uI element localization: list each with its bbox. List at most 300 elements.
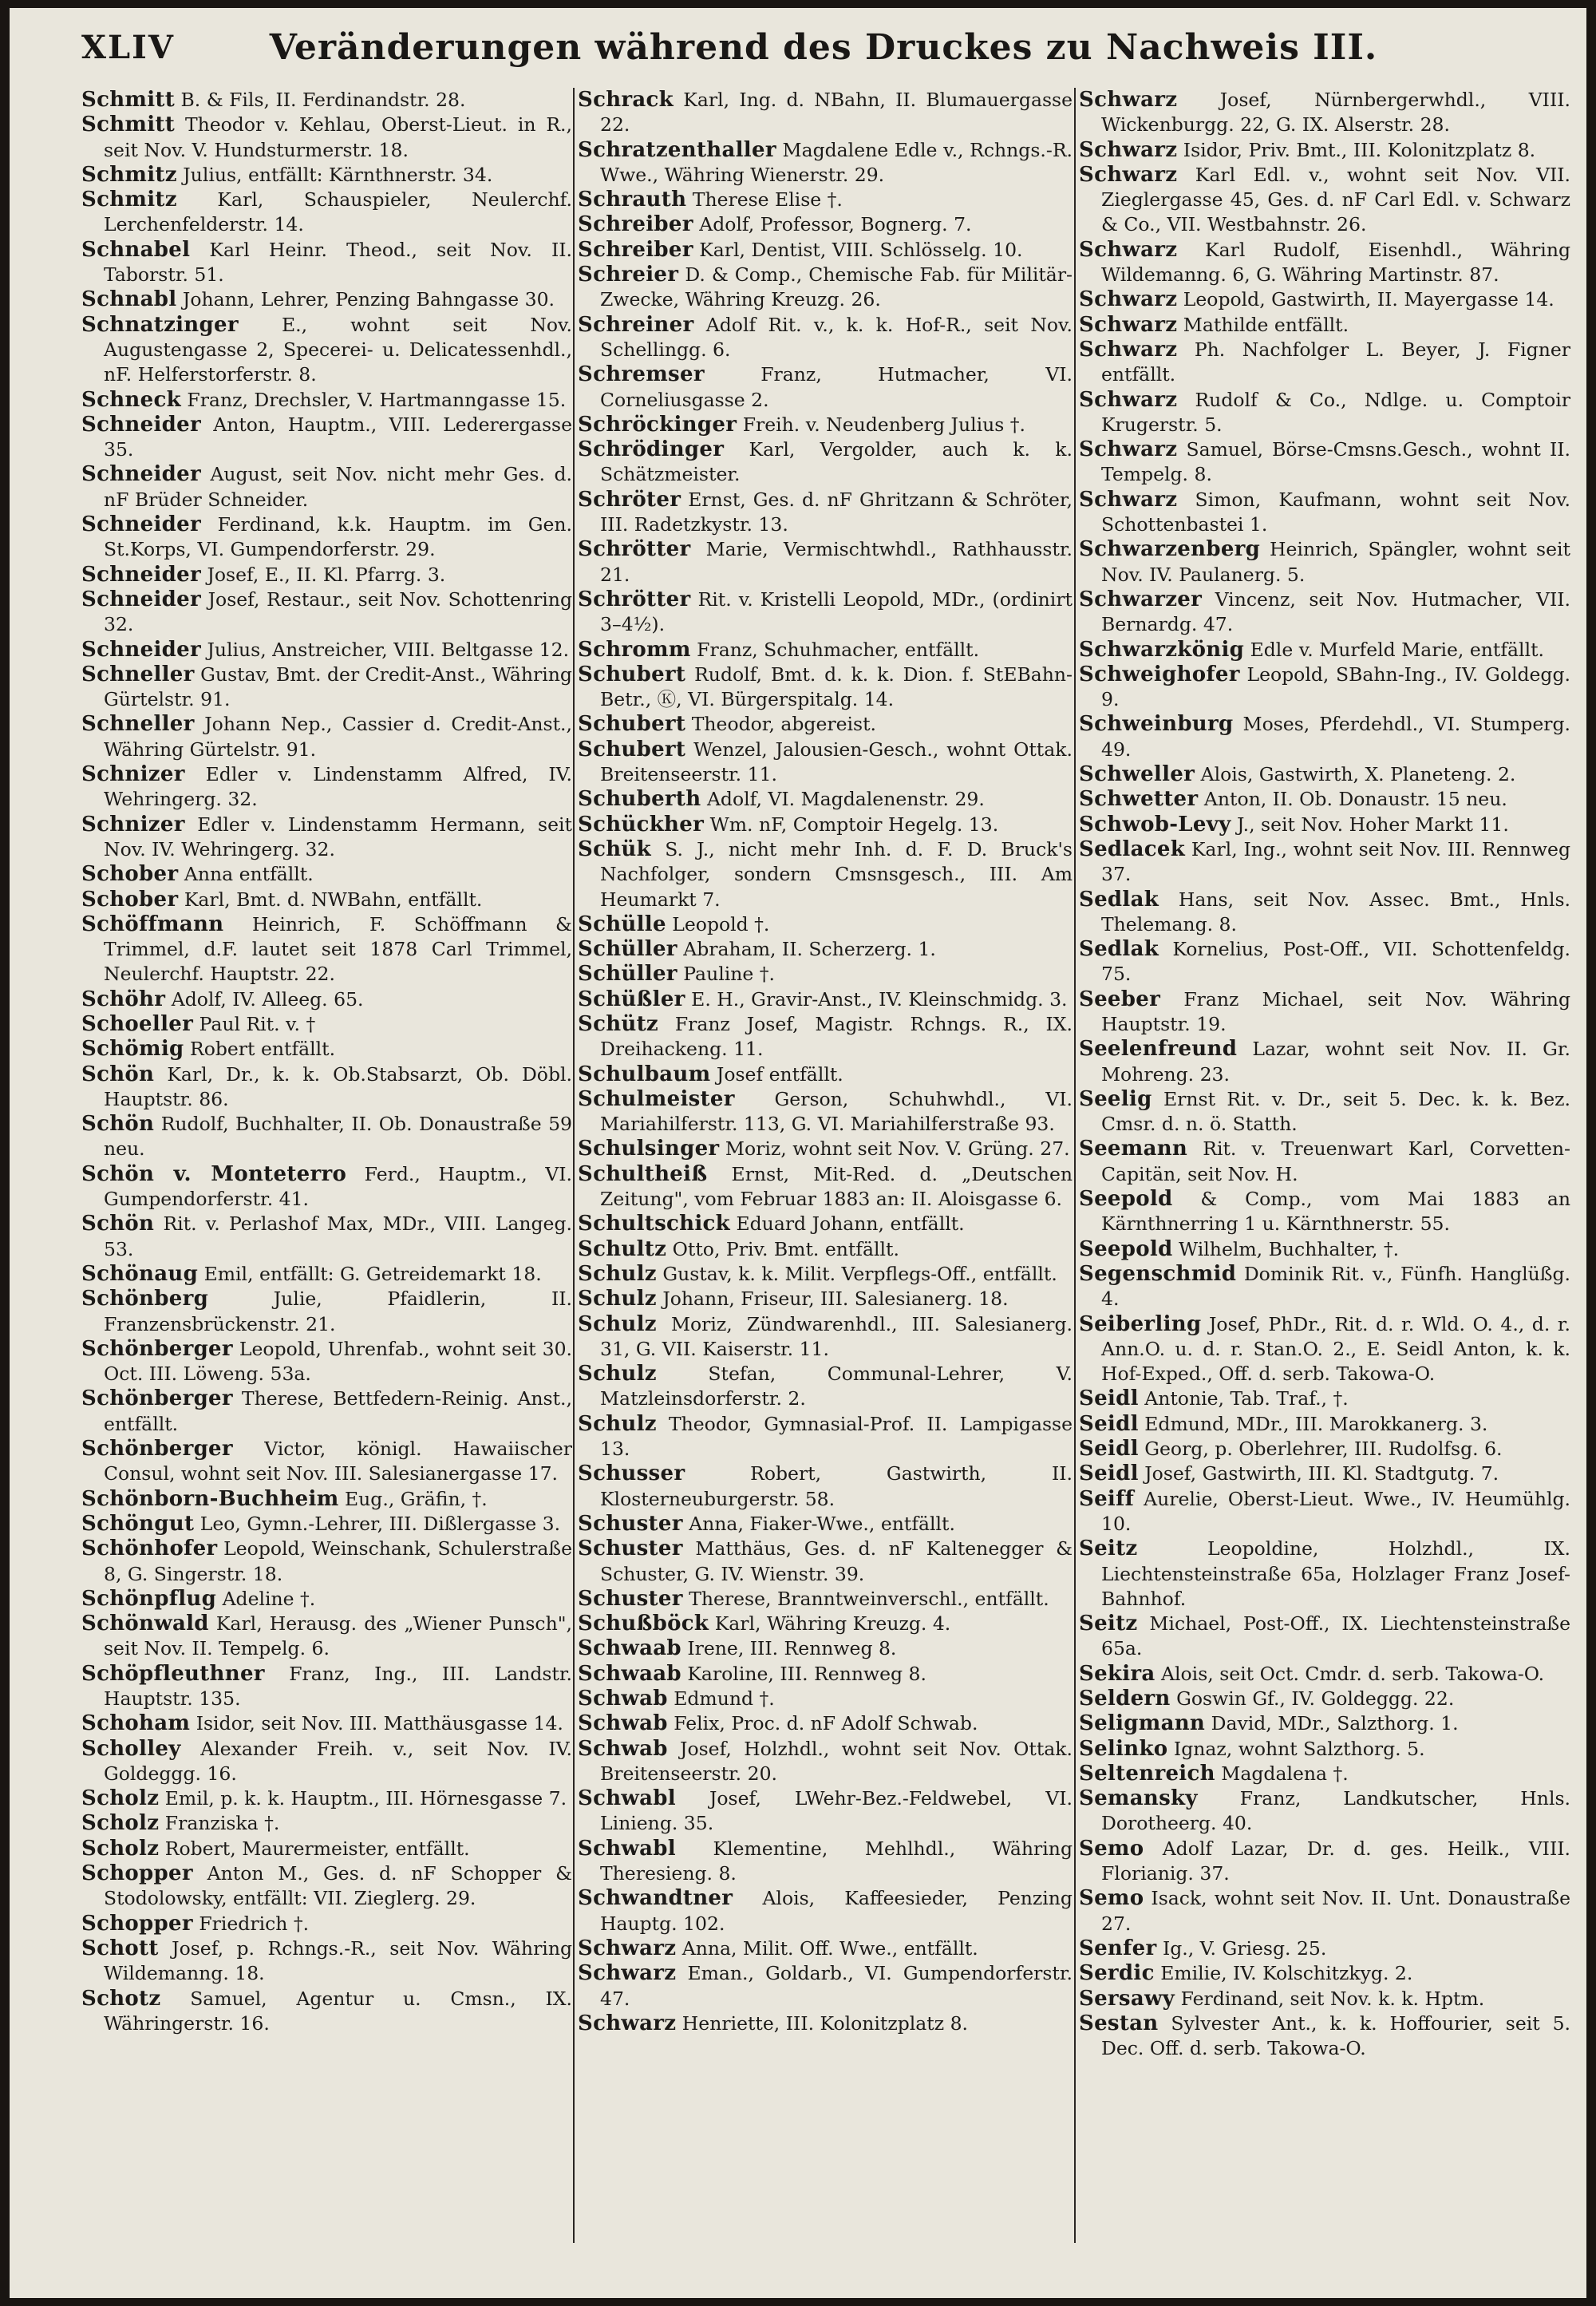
- entry-surname: Seidl: [1079, 1437, 1139, 1462]
- entry-surname: Schoeller: [81, 1011, 194, 1036]
- directory-entry: [578, 488, 1073, 538]
- directory-entry: [578, 1936, 1073, 1961]
- directory-entry: [578, 638, 1073, 663]
- entry-details: Adolf Lazar, Dr. d. ges. Heilk., VIII. Florianig. 37.: [1101, 1837, 1570, 1885]
- entry-details: Lazar, wohnt seit Nov. II. Gr. Mohreng. 23.: [1101, 1038, 1570, 1086]
- directory-entry: [81, 1912, 572, 1936]
- entry-surname: Schwaab: [578, 1661, 681, 1686]
- directory-entry: [81, 1012, 572, 1037]
- directory-entry: [1079, 388, 1570, 438]
- directory-entry: [1079, 1262, 1570, 1312]
- entry-surname: Semo: [1079, 1836, 1144, 1861]
- entry-details: D. & Comp., Chemische Fab. für Militär-Zwecke, Währing Kreuzg. 26.: [600, 263, 1073, 311]
- entry-details: Josef, Restaur., seit Nov. Schottenring 32.: [104, 587, 572, 636]
- entry-details: S. J., nicht mehr Inh. d. F. D. Bruck's Nachfolger, sondern Cmsnsgesch., III. Am Heumarkt 7.: [600, 837, 1073, 911]
- directory-entry: [578, 212, 1073, 237]
- directory-entry: [578, 1287, 1073, 1311]
- entry-details: Rit. v. Kristelli Leopold, MDr., (ordinirt 3–4½).: [600, 587, 1073, 636]
- entry-surname: Schneck: [81, 387, 181, 412]
- directory-entry: [81, 287, 572, 312]
- directory-entry: [578, 1462, 1073, 1512]
- directory-entry: [578, 1837, 1073, 1887]
- entry-details: Emilie, IV. Kolschitzkyg. 2.: [1160, 1962, 1413, 1985]
- directory-entry: [81, 888, 572, 912]
- entry-details: Josef, Holzhdl., wohnt seit Nov. Ottak. Breitenseerstr. 20.: [600, 1737, 1073, 1785]
- entry-details: Julius, Anstreicher, VIII. Beltgasse 12.: [207, 638, 570, 661]
- entry-surname: Schönberg: [81, 1287, 209, 1311]
- entry-details: Therese, Bettfedern-Reinig. Anst., entfällt.: [104, 1387, 572, 1435]
- directory-entry: [1079, 138, 1570, 163]
- entry-details: Sylvester Ant., k. k. Hoffourier, seit 5. Dec. Off. d. serb. Takowa-O.: [1101, 2011, 1570, 2060]
- entry-surname: Schüßler: [578, 987, 685, 1011]
- directory-entry: [1079, 437, 1570, 488]
- entry-surname: Schrötter: [578, 587, 691, 611]
- entry-details: Franz Michael, seit Nov. Währing Hauptstr. 19.: [1101, 987, 1570, 1035]
- directory-entry: [1079, 762, 1570, 787]
- entry-details: Ernst, Mit-Red. d. „Deutschen Zeitung", vom Februar 1883 an: II. Aloisgasse 6.: [600, 1162, 1073, 1211]
- directory-entry: [578, 1737, 1073, 1787]
- entry-surname: Schön: [81, 1062, 155, 1086]
- directory-entry: [1079, 1612, 1570, 1662]
- entry-details: Abraham, II. Scherzerg. 1.: [683, 938, 936, 961]
- entry-details: Josef, E., II. Kl. Pfarrg. 3.: [207, 563, 446, 586]
- entry-surname: Schük: [578, 837, 651, 861]
- entry-surname: Schulz: [578, 1362, 657, 1386]
- directory-entry: [1079, 587, 1570, 638]
- entry-details: Anton, II. Ob. Donaustr. 15 neu.: [1203, 788, 1507, 811]
- entry-surname: Schubert: [578, 737, 686, 761]
- entry-details: Julie, Pfaidlerin, II. Franzensbrückenstr. 21.: [104, 1287, 572, 1335]
- directory-entry: [1079, 1786, 1570, 1837]
- entry-surname: Sekira: [1079, 1661, 1156, 1686]
- directory-entry: [578, 1087, 1073, 1137]
- directory-entry: [1079, 88, 1570, 138]
- entry-surname: Schneider: [81, 562, 201, 587]
- entry-surname: Semo: [1079, 1886, 1144, 1911]
- entry-details: Leopoldine, Holzhdl., IX. Liechtensteinstraße 65a, Holzlager Franz Josef-Bahnhof.: [1101, 1537, 1570, 1610]
- directory-entry: [81, 313, 572, 388]
- directory-entry: [578, 263, 1073, 313]
- directory-entry: [1079, 313, 1570, 338]
- directory-entry: [81, 1437, 572, 1487]
- entry-surname: Schwarz: [1079, 387, 1178, 412]
- entry-details: Moses, Pferdehdl., VI. Stumperg. 49.: [1101, 713, 1570, 761]
- page-title: Veränderungen während des Druckes zu Nachweis III.: [269, 27, 1378, 68]
- entry-details: Friedrich †.: [199, 1912, 310, 1935]
- entry-surname: Schrödinger: [578, 437, 725, 462]
- directory-entry: [1079, 1437, 1570, 1462]
- entry-surname: Schulmeister: [578, 1086, 735, 1111]
- entry-surname: Schückher: [578, 812, 705, 837]
- directory-entry: [81, 1987, 572, 2037]
- directory-entry: [1079, 638, 1570, 663]
- directory-entry: [578, 1786, 1073, 1837]
- entry-surname: Schott: [81, 1936, 159, 1960]
- entry-surname: Schulbaum: [578, 1062, 711, 1086]
- directory-entry: [81, 1512, 572, 1537]
- entry-details: Franziska †.: [164, 1812, 280, 1835]
- entry-surname: Schwaab: [578, 1636, 681, 1661]
- entry-details: Moriz, Zündwarenhdl., III. Salesianerg. 31, G. VII. Kaiserstr. 11.: [600, 1312, 1073, 1360]
- directory-entry: [578, 787, 1073, 812]
- entry-surname: Schremser: [578, 362, 705, 387]
- entry-details: Klementine, Mehlhdl., Währing Theresieng. 8.: [600, 1837, 1073, 1885]
- directory-entry: [81, 413, 572, 463]
- entry-surname: Seidl: [1079, 1386, 1139, 1411]
- entry-surname: Schönberger: [81, 1437, 233, 1462]
- directory-entry: [1079, 238, 1570, 288]
- entry-surname: Schwarz: [1079, 312, 1178, 337]
- entry-surname: Schwarz: [578, 2011, 677, 2035]
- column-1: [81, 88, 572, 2275]
- entry-details: Alexander Freih. v., seit Nov. IV. Goldeggg. 16.: [104, 1737, 572, 1785]
- entry-surname: Schneider: [81, 587, 201, 611]
- entry-details: Heinrich, F. Schöffmann & Trimmel, d.F. lautet seit 1878 Carl Trimmel, Neulerchf. Hauptstr. 22.: [104, 912, 572, 986]
- directory-entry: [578, 837, 1073, 912]
- entry-details: Edmund †.: [674, 1687, 775, 1710]
- entry-details: Franz, Drechsler, V. Hartmanngasse 15.: [187, 388, 567, 411]
- directory-entry: [81, 1386, 572, 1437]
- directory-entry: [578, 1512, 1073, 1537]
- directory-entry: [578, 912, 1073, 937]
- entry-surname: Schwarz: [1079, 237, 1178, 262]
- directory-entry: [81, 987, 572, 1012]
- directory-entry: [578, 1636, 1073, 1661]
- directory-entry: [578, 1012, 1073, 1062]
- directory-entry: [1079, 1412, 1570, 1437]
- entry-surname: Schultheiß: [578, 1161, 708, 1186]
- entry-details: Anton, Hauptm., VIII. Lederergasse 35.: [104, 413, 572, 461]
- entry-surname: Schülle: [578, 912, 666, 936]
- entry-surname: Semansky: [1079, 1786, 1198, 1811]
- entry-details: Leopold, Weinschank, Schulerstraße 8, G. Singerstr. 18.: [104, 1537, 572, 1585]
- entry-details: Rit. v. Perlashof Max, MDr., VIII. Langeg. 53.: [104, 1212, 572, 1260]
- entry-surname: Segenschmid: [1079, 1261, 1237, 1286]
- entry-details: & Comp., vom Mai 1883 an Kärnthnerring 1 u. Kärnthnerstr. 55.: [1101, 1188, 1570, 1236]
- directory-entry: [1079, 1837, 1570, 1887]
- entry-details: Adolf, IV. Alleeg. 65.: [171, 987, 364, 1011]
- directory-entry: [81, 1037, 572, 1062]
- entry-surname: Sedlak: [1079, 937, 1159, 962]
- entry-details: Josef, PhDr., Rit. d. r. Wld. O. 4., d. r. Ann.O. u. d. r. Stan.O. 2., E. Seidl Anton, k. k. Hof-Exped., Off. d. serb. Takowa-O.: [1101, 1312, 1570, 1386]
- directory-entry: [578, 1612, 1073, 1636]
- directory-entry: [81, 1337, 572, 1387]
- directory-entry: [81, 1212, 572, 1262]
- entry-details: Adolf, VI. Magdalenenstr. 29.: [706, 788, 985, 811]
- entry-surname: Sedlacek: [1079, 837, 1186, 861]
- directory-entry: [578, 313, 1073, 363]
- entry-surname: Schubert: [578, 662, 686, 686]
- entry-surname: Serdic: [1079, 1961, 1155, 1986]
- entry-details: E. H., Gravir-Anst., IV. Kleinschmidg. 3.: [691, 987, 1068, 1011]
- directory-entry: [1079, 537, 1570, 587]
- entry-surname: Schröckinger: [578, 412, 737, 437]
- entry-surname: Schwab: [578, 1736, 668, 1761]
- directory-entry: [578, 1062, 1073, 1087]
- entry-details: Anna entfällt.: [184, 863, 314, 886]
- entry-surname: Seidl: [1079, 1411, 1139, 1436]
- entry-details: Johann Nep., Cassier d. Credit-Anst., Währing Gürtelstr. 91.: [104, 713, 572, 761]
- entry-surname: Seitz: [1079, 1612, 1138, 1636]
- directory-entry: [1079, 663, 1570, 713]
- entry-surname: Schömig: [81, 1037, 184, 1062]
- entry-details: Otto, Priv. Bmt. entfällt.: [672, 1237, 899, 1260]
- entry-surname: Schwetter: [1079, 787, 1199, 812]
- directory-entry: [81, 1737, 572, 1787]
- entry-surname: Schuster: [578, 1511, 683, 1536]
- directory-entry: [1079, 1462, 1570, 1486]
- entry-details: Therese Elise †.: [692, 188, 843, 212]
- entry-details: Gustav, Bmt. der Credit-Anst., Währing Gürtelstr. 91.: [104, 663, 572, 711]
- directory-entry: [1079, 2011, 1570, 2062]
- entry-details: Josef, Gastwirth, III. Kl. Stadtgutg. 7.: [1144, 1462, 1499, 1485]
- directory-entry: [578, 188, 1073, 212]
- entry-details: Wenzel, Jalousien-Gesch., wohnt Ottak. Breitenseerstr. 11.: [600, 738, 1073, 786]
- entry-details: Wm. nF, Comptoir Hegelg. 13.: [709, 813, 999, 836]
- entry-details: Ferdinand, seit Nov. k. k. Hptm.: [1180, 1987, 1485, 2010]
- directory-entry: [1079, 1137, 1570, 1187]
- directory-entry: [578, 1312, 1073, 1363]
- entry-surname: Schwandtner: [578, 1886, 733, 1911]
- entry-surname: Seldern: [1079, 1687, 1171, 1711]
- entry-details: Franz, Ing., III. Landstr. Hauptstr. 135.: [104, 1662, 572, 1710]
- directory-entry: [578, 712, 1073, 737]
- directory-entry: [1079, 1961, 1570, 1986]
- directory-entry: [1079, 163, 1570, 238]
- entry-details: Ferd., Hauptm., VI. Gumpendorferstr. 41.: [104, 1162, 572, 1211]
- entry-details: Ph. Nachfolger L. Beyer, J. Figner entfällt.: [1101, 338, 1570, 386]
- directory-entry: [1079, 1936, 1570, 1961]
- directory-entry: [1079, 488, 1570, 538]
- directory-entry: [578, 1886, 1073, 1936]
- entry-details: Josef, LWehr-Bez.-Feldwebel, VI. Linieng. 35.: [600, 1787, 1073, 1835]
- entry-surname: Schöffmann: [81, 912, 224, 936]
- directory-entry: [81, 188, 572, 238]
- entry-details: Karl Heinr. Theod., seit Nov. II. Taborstr. 51.: [104, 238, 572, 287]
- entry-details: Eman., Goldarb., VI. Gumpendorferstr. 47.: [600, 1962, 1073, 2010]
- entry-details: Edler v. Lindenstamm Alfred, IV. Wehringerg. 32.: [104, 763, 572, 811]
- entry-surname: Sestan: [1079, 2011, 1159, 2035]
- entry-details: David, MDr., Salzthorg. 1.: [1211, 1712, 1459, 1735]
- directory-entry: [81, 1162, 572, 1212]
- directory-entry: [1079, 287, 1570, 312]
- entry-surname: Schober: [81, 862, 179, 887]
- entry-details: Franz, Landkutscher, Hnls. Dorotheerg. 40.: [1101, 1787, 1570, 1835]
- directory-entry: [578, 238, 1073, 263]
- entry-details: Franz, Hutmacher, VI. Corneliusgasse 2.: [600, 363, 1073, 411]
- directory-entry: [81, 462, 572, 512]
- entry-details: Mathilde entfällt.: [1183, 313, 1349, 336]
- directory-entry: [578, 1162, 1073, 1212]
- directory-entry: [578, 987, 1073, 1012]
- entry-details: August, seit Nov. nicht mehr Ges. d. nF Brüder Schneider.: [104, 463, 572, 511]
- entry-surname: Schöngut: [81, 1511, 195, 1536]
- entry-surname: Schönaug: [81, 1261, 199, 1286]
- entry-surname: Schubert: [578, 712, 686, 737]
- entry-surname: Schnabl: [81, 287, 177, 312]
- entry-surname: Seepold: [1079, 1236, 1173, 1261]
- entry-details: Karl, Vergolder, auch k. k. Schätzmeister.: [600, 438, 1073, 486]
- entry-details: Karl Edl. v., wohnt seit Nov. VII. Zieglergasse 45, Ges. d. nF Carl Edl. v. Schwarz & Co., VII. Westbahnstr. 26.: [1101, 163, 1570, 236]
- entry-details: Alois, Kaffeesieder, Penzing Hauptg. 102.: [600, 1887, 1073, 1935]
- entry-details: Robert, Maurermeister, entfällt.: [164, 1837, 470, 1860]
- entry-details: Moriz, wohnt seit Nov. V. Grüng. 27.: [725, 1137, 1070, 1161]
- entry-details: Irene, III. Rennweg 8.: [687, 1637, 897, 1660]
- directory-entry: [578, 1212, 1073, 1236]
- entry-details: Therese, Branntweinverschl., entfällt.: [689, 1587, 1049, 1610]
- entry-surname: Schönhofer: [81, 1537, 218, 1561]
- entry-details: Heinrich, Spängler, wohnt seit Nov. IV. Paulanerg. 5.: [1101, 538, 1570, 586]
- entry-details: E., wohnt seit Nov. Augustengasse 2, Specerei- u. Delicatessenhdl., nF. Helferstorferstr. 8.: [104, 313, 572, 386]
- entry-details: Karl, Währing Kreuzg. 4.: [714, 1612, 951, 1636]
- entry-surname: Schüller: [578, 937, 678, 962]
- directory-entry: [1079, 1237, 1570, 1262]
- entry-surname: Scholz: [81, 1836, 160, 1861]
- entry-surname: Schoham: [81, 1711, 191, 1736]
- entry-surname: Schuster: [578, 1537, 683, 1561]
- entry-surname: Seepold: [1079, 1187, 1173, 1212]
- entry-details: Robert, Gastwirth, II. Klosterneuburgerstr. 58.: [600, 1462, 1073, 1510]
- directory-entry: [81, 1287, 572, 1337]
- entry-details: Stefan, Communal-Lehrer, V. Matzleinsdorferstr. 2.: [600, 1363, 1073, 1410]
- entry-details: Eug., Gräfin, †.: [345, 1487, 488, 1510]
- directory-entry: [578, 1412, 1073, 1462]
- entry-surname: Scholz: [81, 1811, 160, 1836]
- entry-details: Simon, Kaufmann, wohnt seit Nov. Schottenbastei 1.: [1101, 488, 1570, 536]
- entry-details: Theodor v. Kehlau, Oberst-Lieut. in R., seit Nov. V. Hundsturmerstr. 18.: [104, 113, 572, 161]
- entry-surname: Schwarz: [1079, 487, 1178, 512]
- directory-entry: [578, 1362, 1073, 1412]
- entry-details: Antonie, Tab. Traf., †.: [1144, 1387, 1349, 1410]
- entry-surname: Schmitz: [81, 188, 177, 212]
- entry-details: Emil, entfällt: G. Getreidemarkt 18.: [203, 1262, 542, 1285]
- entry-details: Karl, Ing., wohnt seit Nov. III. Rennweg 37.: [1101, 837, 1570, 886]
- entry-surname: Schöhr: [81, 987, 166, 1011]
- entry-surname: Scholz: [81, 1786, 160, 1811]
- entry-details: Theodor, Gymnasial-Prof. II. Lampigasse 13.: [600, 1412, 1073, 1461]
- entry-details: Ernst Rit. v. Dr., seit 5. Dec. k. k. Bez. Cmsr. d. n. ö. Statth.: [1101, 1087, 1570, 1136]
- entry-surname: Schnizer: [81, 762, 185, 787]
- directory-entry: [1079, 1737, 1570, 1762]
- entry-surname: Scholley: [81, 1736, 181, 1761]
- entry-surname: Seelig: [1079, 1086, 1152, 1111]
- entry-surname: Schneller: [81, 662, 195, 686]
- entry-surname: Seligmann: [1079, 1711, 1206, 1736]
- entry-surname: Schreiber: [578, 237, 693, 262]
- directory-entry: [578, 1262, 1073, 1287]
- entry-surname: Schmitt: [81, 113, 176, 137]
- entry-surname: Schuberth: [578, 787, 701, 812]
- entry-surname: Schulz: [578, 1311, 657, 1336]
- entry-surname: Schneller: [81, 712, 195, 737]
- entry-surname: Schrack: [578, 88, 674, 112]
- directory-entry: [1079, 1487, 1570, 1537]
- directory-entry: [1079, 1312, 1570, 1387]
- entry-surname: Schön: [81, 1212, 155, 1236]
- entry-details: Wilhelm, Buchhalter, †.: [1179, 1237, 1400, 1260]
- directory-entry: [81, 912, 572, 987]
- entry-details: Johann, Lehrer, Penzing Bahngasse 30.: [182, 288, 555, 311]
- entry-details: Rit. v. Treuenwart Karl, Corvetten-Capitän, seit Nov. H.: [1101, 1137, 1570, 1185]
- directory-entry: [81, 512, 572, 563]
- entry-surname: Schwabl: [578, 1786, 676, 1811]
- directory-entry: [81, 1112, 572, 1162]
- directory-entry: [578, 663, 1073, 713]
- directory-entry: [81, 762, 572, 813]
- directory-entry: [578, 587, 1073, 638]
- entry-surname: Seeber: [1079, 987, 1161, 1011]
- entry-surname: Schusser: [578, 1462, 685, 1486]
- entry-details: Karl, Herausg. des „Wiener Punsch", seit Nov. II. Tempelg. 6.: [104, 1612, 572, 1660]
- entry-details: Leopold, SBahn-Ing., IV. Goldegg. 9.: [1101, 663, 1570, 711]
- directory-entry: [1079, 1537, 1570, 1612]
- entry-details: Samuel, Agentur u. Cmsn., IX. Währingerstr. 16.: [104, 1987, 572, 2035]
- entry-surname: Schönberger: [81, 1386, 233, 1411]
- entry-details: Robert entfällt.: [190, 1038, 336, 1061]
- entry-surname: Schotz: [81, 1986, 161, 2011]
- entry-details: Leo, Gymn.-Lehrer, III. Dißlergasse 3.: [200, 1512, 561, 1535]
- entry-surname: Schneider: [81, 637, 201, 662]
- entry-surname: Schöpfleuthner: [81, 1661, 265, 1686]
- entry-surname: Schröter: [578, 487, 681, 512]
- entry-details: Isack, wohnt seit Nov. II. Unt. Donaustraße 27.: [1101, 1887, 1570, 1935]
- entry-surname: Seiberling: [1079, 1311, 1202, 1336]
- entry-surname: Schütz: [578, 1011, 658, 1036]
- directory-entry: [81, 1861, 572, 1912]
- directory-entry: [578, 88, 1073, 138]
- entry-details: Anna, Milit. Off. Wwe., entfällt.: [681, 1936, 978, 1960]
- entry-details: Ignaz, wohnt Salzthorg. 5.: [1173, 1737, 1425, 1760]
- entry-details: Matthäus, Ges. d. nF Kaltenegger & Schuster, G. IV. Wienstr. 39.: [600, 1537, 1073, 1585]
- directory-entry: [578, 2011, 1073, 2036]
- entry-details: Magdalene Edle v., Rchngs.-R. Wwe., Währing Wienerstr. 29.: [600, 138, 1073, 186]
- directory-entry: [81, 113, 572, 163]
- directory-entry: [578, 1961, 1073, 2011]
- entry-surname: Schrötter: [578, 537, 691, 562]
- column-rule: [573, 88, 575, 2243]
- entry-details: Alois, seit Oct. Cmdr. d. serb. Takowa-O.: [1161, 1662, 1545, 1685]
- directory-entry: [81, 1262, 572, 1287]
- directory-entry: [1079, 712, 1570, 762]
- entry-details: Johann, Friseur, III. Salesianerg. 18.: [662, 1287, 1009, 1311]
- entry-surname: Schweighofer: [1079, 662, 1240, 686]
- directory-entry: [578, 738, 1073, 788]
- entry-surname: Schwarz: [1079, 437, 1178, 462]
- entry-surname: Schultz: [578, 1236, 667, 1261]
- entry-details: Julius, entfällt: Kärnthnerstr. 34.: [183, 163, 493, 186]
- entry-surname: Schwarz: [578, 1936, 677, 1960]
- directory-entry: [1079, 1037, 1570, 1087]
- directory-entry: [81, 88, 572, 113]
- entry-details: Adolf Rit. v., k. k. Hof-R., seit Nov. Schellingg. 6.: [600, 313, 1073, 361]
- entry-details: Eduard Johann, entfällt.: [736, 1212, 965, 1236]
- page-header: [81, 26, 1566, 72]
- entry-surname: Schulz: [578, 1287, 657, 1311]
- entry-details: Leopold, Gastwirth, II. Mayergasse 14.: [1183, 288, 1555, 311]
- entry-surname: Schön: [81, 1112, 155, 1137]
- entry-surname: Seltenreich: [1079, 1761, 1215, 1786]
- entry-details: Adeline †.: [222, 1587, 316, 1610]
- column-3: [1079, 88, 1570, 2275]
- entry-details: Franz, Schuhmacher, entfällt.: [697, 638, 980, 661]
- entry-surname: Schweller: [1079, 762, 1195, 787]
- directory-entry: [578, 437, 1073, 488]
- directory-entry: [578, 413, 1073, 437]
- entry-surname: Schreiner: [578, 312, 694, 337]
- entry-surname: Schönwald: [81, 1612, 209, 1636]
- page-number: XLIV: [81, 29, 175, 66]
- directory-entry: [81, 238, 572, 288]
